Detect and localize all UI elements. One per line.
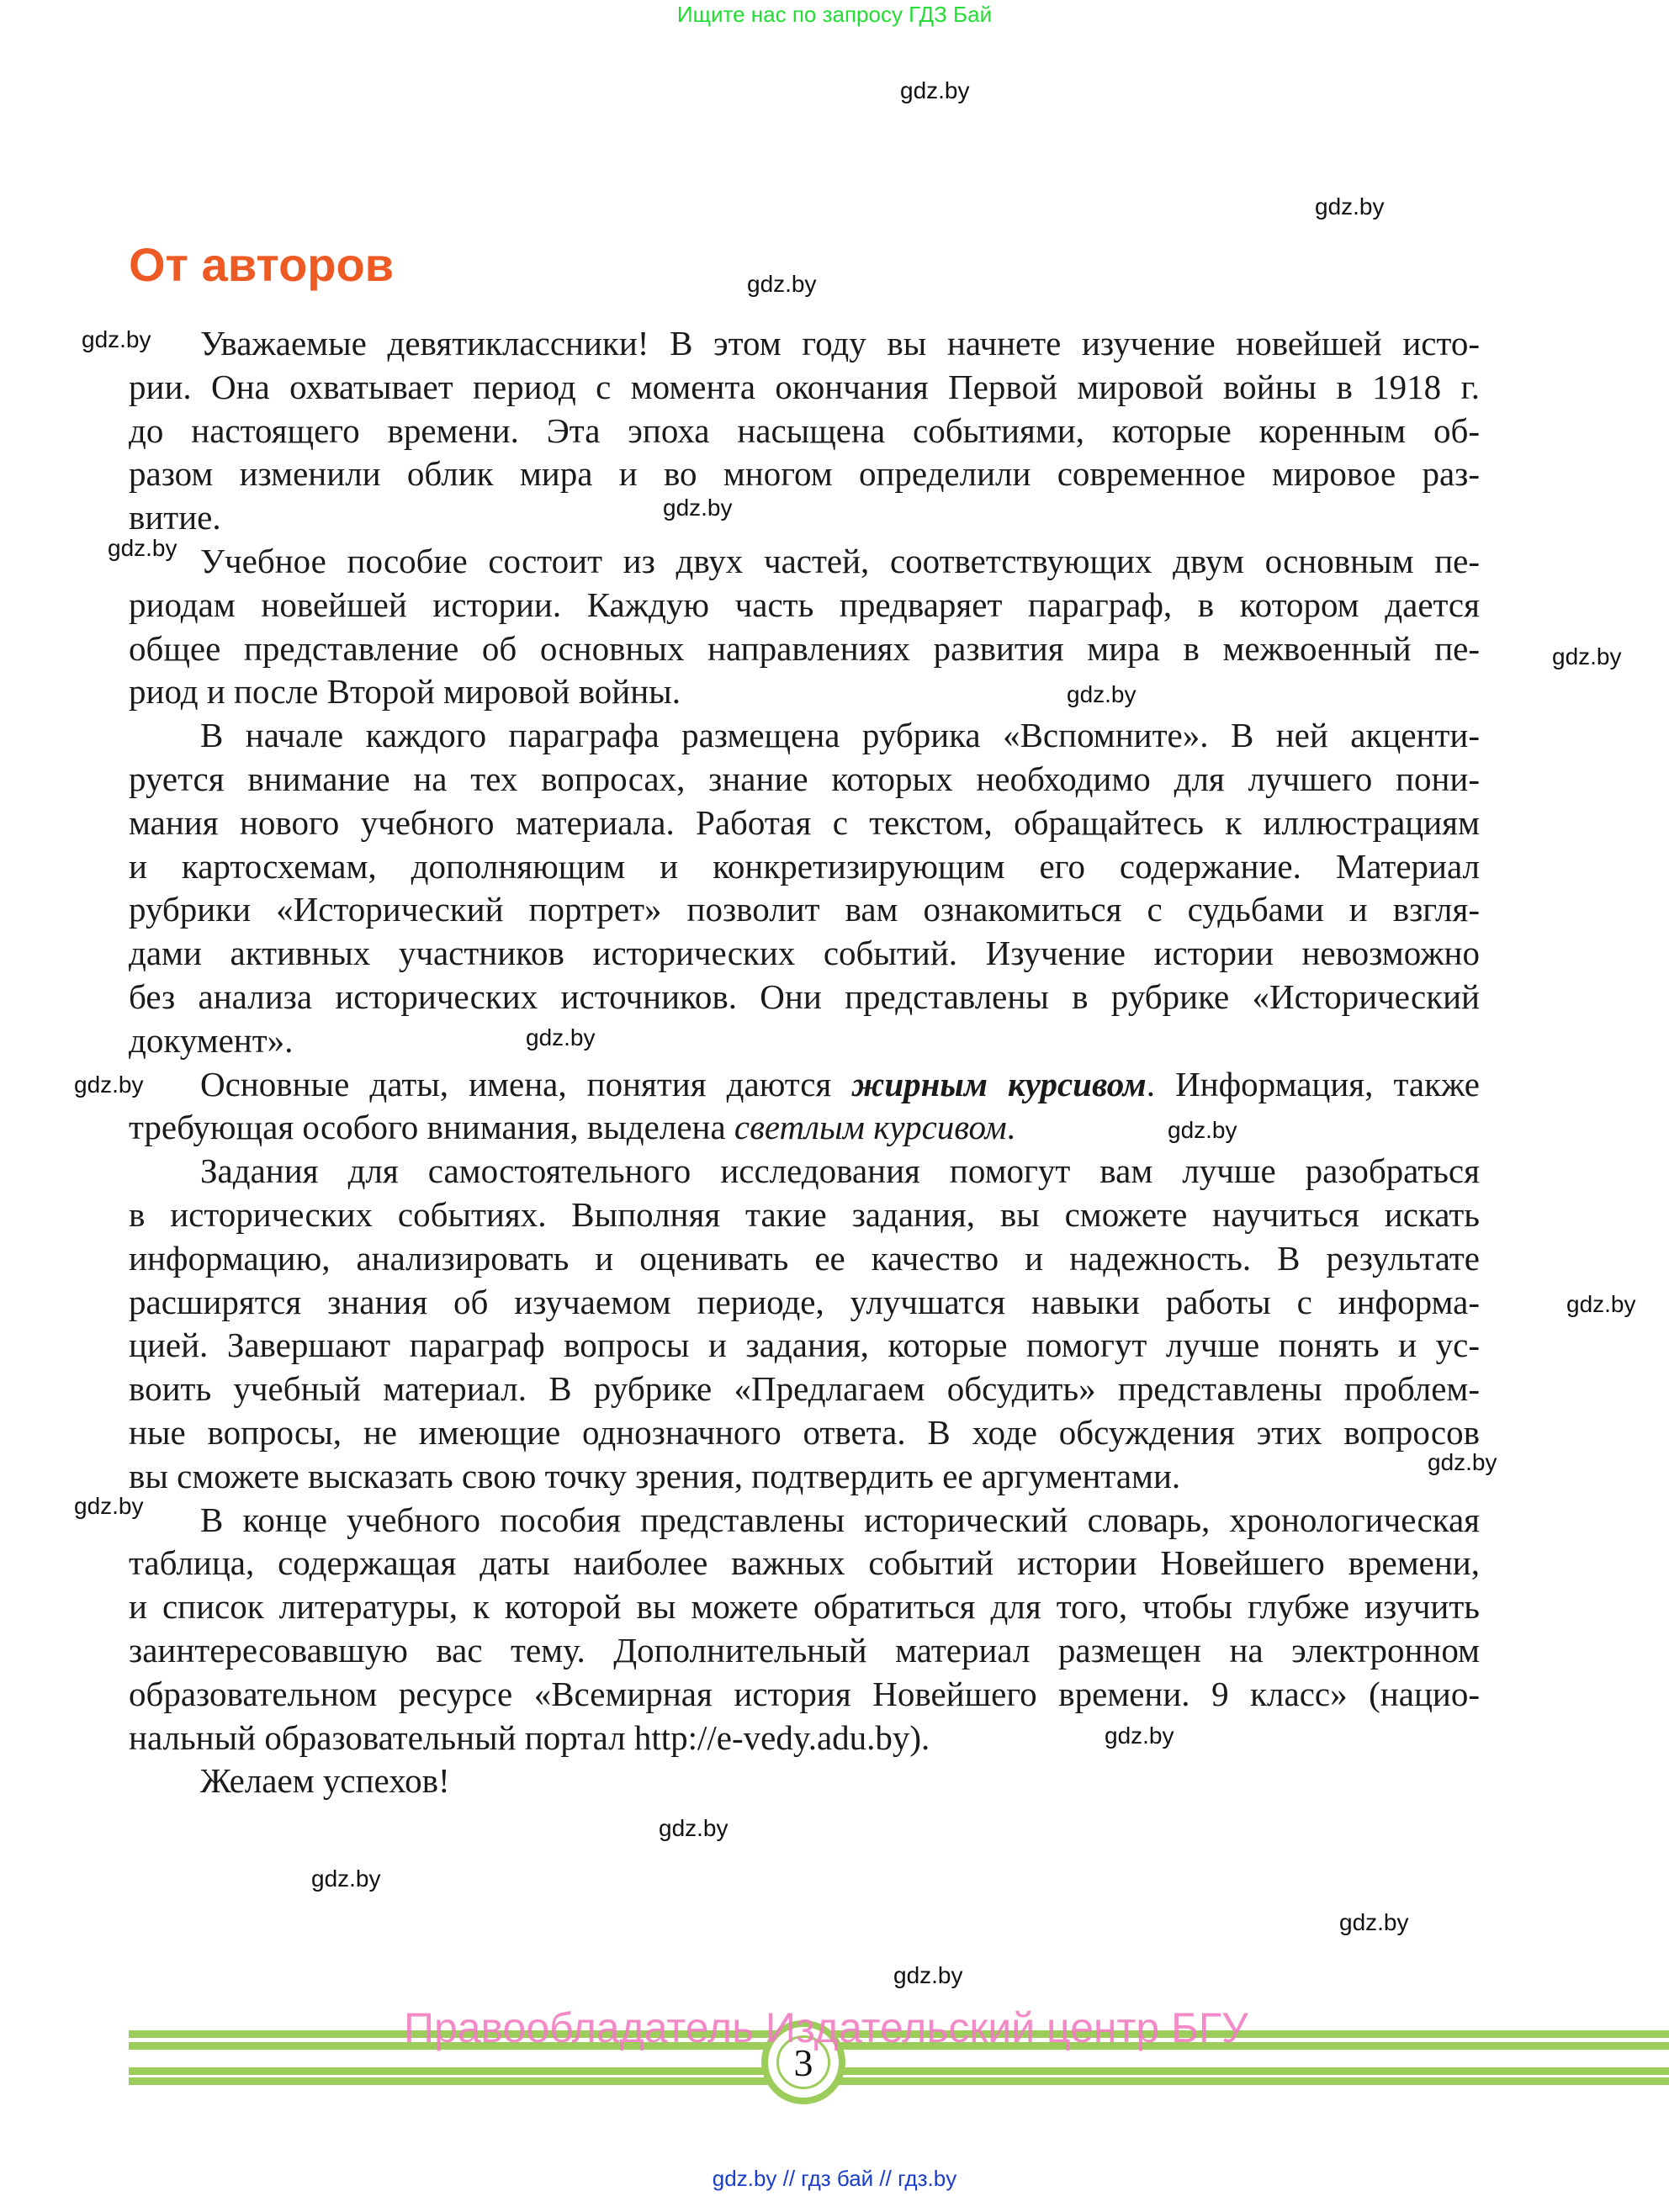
text-line: В начале каждого параграфа размещена рубрика «Вспомните». В ней акценти- bbox=[200, 716, 1480, 755]
paragraph-7 bbox=[129, 1760, 1480, 1803]
text-line: и картосхемам, дополняющим и конкретизирующим его содержание. Материал bbox=[129, 846, 1480, 886]
text-line: воить учебный материал. В рубрике «Предлагаем обсудить» представлены проблем- bbox=[129, 1369, 1480, 1409]
watermark-label: gdz.by bbox=[1552, 643, 1622, 669]
watermark-label: gdz.by bbox=[1428, 1449, 1497, 1475]
text-run: . bbox=[1006, 1108, 1015, 1147]
watermark-label: gdz.by bbox=[1315, 193, 1385, 220]
text-line: до настоящего времени. Эта эпоха насыщена событиями, которые коренным об- bbox=[129, 410, 1480, 450]
text-line: расширятся знания об изучаемом периоде, улучшатся навыки работы с информа- bbox=[129, 1282, 1480, 1321]
rights-holder-watermark: Правообладатель Издательский центр БГУ bbox=[404, 2004, 1248, 2051]
text-line: ные вопросы, не имеющие однозначного ответа. В ходе обсуждения этих вопросов bbox=[129, 1412, 1480, 1452]
text-run: . Информация, также bbox=[1146, 1064, 1480, 1103]
paragraph-3 bbox=[129, 714, 1480, 1062]
text-line: документ». bbox=[129, 1020, 294, 1060]
text-line: без анализа исторических источников. Они представлены в рубрике «Исторический bbox=[129, 976, 1480, 1016]
text-line: общее представление об основных направлениях развития мира в межвоенный пе- bbox=[129, 628, 1480, 668]
text-line: и список литературы, к которой вы можете обратиться для того, чтобы глубже изучить bbox=[129, 1587, 1480, 1627]
text-run: Основные даты, имена, понятия даются bbox=[200, 1064, 852, 1103]
text-line: дами активных участников исторических событий. Изучение истории невозможно bbox=[129, 934, 1480, 973]
text-line: Уважаемые девятиклассники! В этом году вы начнете изучение новейшей исто- bbox=[200, 324, 1480, 362]
watermark-label: gdz.by bbox=[659, 1815, 729, 1841]
text-line: мания нового учебного материала. Работая с текстом, обращайтесь к иллюстрациям bbox=[129, 802, 1480, 842]
page-number: 3 bbox=[793, 2041, 813, 2084]
watermark-label: gdz.by bbox=[74, 1072, 144, 1098]
text-line bbox=[129, 1063, 1480, 1107]
paragraph-2 bbox=[129, 540, 1480, 714]
text-line: В конце учебного пособия представлены исторический словарь, хронологическая bbox=[200, 1500, 1480, 1539]
bottom-links[interactable]: gdz.by // гдз бай // гдз.by bbox=[712, 2166, 957, 2191]
page-title: От авторов bbox=[129, 238, 395, 291]
watermark-label: gdz.by bbox=[900, 77, 970, 103]
text-line: риодам новейшей истории. Каждую часть предваряет параграф, в котором дается bbox=[129, 585, 1480, 624]
text-line bbox=[129, 1106, 1480, 1150]
watermark-label: gdz.by bbox=[747, 271, 817, 297]
text-line: цией. Завершают параграф вопросы и задания, которые помогут лучше понять и ус- bbox=[129, 1326, 1480, 1365]
watermark-label: gdz.by bbox=[526, 1024, 596, 1050]
watermark-label: gdz.by bbox=[74, 1493, 144, 1519]
text-line: витие. bbox=[129, 498, 221, 537]
footer-rule bbox=[129, 2067, 1669, 2075]
watermark-label: gdz.by bbox=[1168, 1117, 1237, 1143]
text-line: Задания для самостоятельного исследования помогут вам лучше разобраться bbox=[200, 1151, 1480, 1191]
top-banner: Ищите нас по запросу ГДЗ Бай bbox=[676, 2, 993, 27]
closing-line: Желаем успехов! bbox=[200, 1761, 450, 1801]
watermark-label: gdz.by bbox=[1067, 681, 1137, 707]
text-line: Учебное пособие состоит из двух частей, соответствующих двум основным пе- bbox=[200, 541, 1480, 580]
text-line: заинтересовавшую вас тему. Дополнительный материал размещен на электронном bbox=[129, 1630, 1480, 1670]
watermark-label: gdz.by bbox=[663, 495, 733, 521]
watermark-label: gdz.by bbox=[311, 1865, 381, 1892]
light-italic-sample: светлым курсивом bbox=[734, 1108, 1007, 1147]
text-line: рубрики «Исторический портрет» позволит вам ознакомиться с судьбами и взгля- bbox=[129, 890, 1480, 929]
paragraph-5 bbox=[129, 1150, 1480, 1498]
watermark-label: gdz.by bbox=[1566, 1291, 1636, 1317]
body-text bbox=[129, 322, 1480, 1803]
watermark-label: gdz.by bbox=[1339, 1909, 1409, 1935]
text-line: в исторических событиях. Выполняя такие задания, вы сможете научиться искать bbox=[129, 1194, 1480, 1234]
text-line: таблица, содержащая даты наиболее важных событий истории Новейшего времени, bbox=[129, 1543, 1480, 1583]
watermark-label: gdz.by bbox=[82, 326, 151, 352]
text-line: руется внимание на тех вопросах, знание которых необходимо для лучшего пони- bbox=[129, 759, 1480, 798]
bold-italic-sample: жирным курсивом bbox=[851, 1064, 1147, 1103]
paragraph-4 bbox=[129, 1063, 1480, 1151]
text-line: информацию, анализировать и оценивать ее качество и надежность. В результате bbox=[129, 1238, 1480, 1278]
paragraph-6 bbox=[129, 1499, 1480, 1760]
text-line: риод и после Второй мировой войны. bbox=[129, 672, 681, 712]
text-line: нальный образовательный портал http://e-vedy.adu.by). bbox=[129, 1717, 930, 1757]
text-line: образовательном ресурсе «Всемирная история Новейшего времени. 9 класс» (нацио- bbox=[129, 1674, 1480, 1713]
paragraph-1 bbox=[129, 322, 1480, 540]
watermark-label: gdz.by bbox=[108, 535, 177, 561]
watermark-label: gdz.by bbox=[893, 1962, 963, 1988]
text-line: рии. Она охватывает период с момента окончания Первой мировой войны в 1918 г. bbox=[129, 367, 1480, 406]
footer-rule bbox=[129, 2077, 1669, 2085]
text-run: требующая особого внимания, выделена bbox=[129, 1108, 734, 1147]
text-line: вы сможете высказать свою точку зрения, подтвердить ее аргументами. bbox=[129, 1456, 1181, 1495]
text-line: разом изменили облик мира и во многом определили современное мировое раз- bbox=[129, 454, 1480, 494]
watermark-label: gdz.by bbox=[1105, 1723, 1174, 1749]
